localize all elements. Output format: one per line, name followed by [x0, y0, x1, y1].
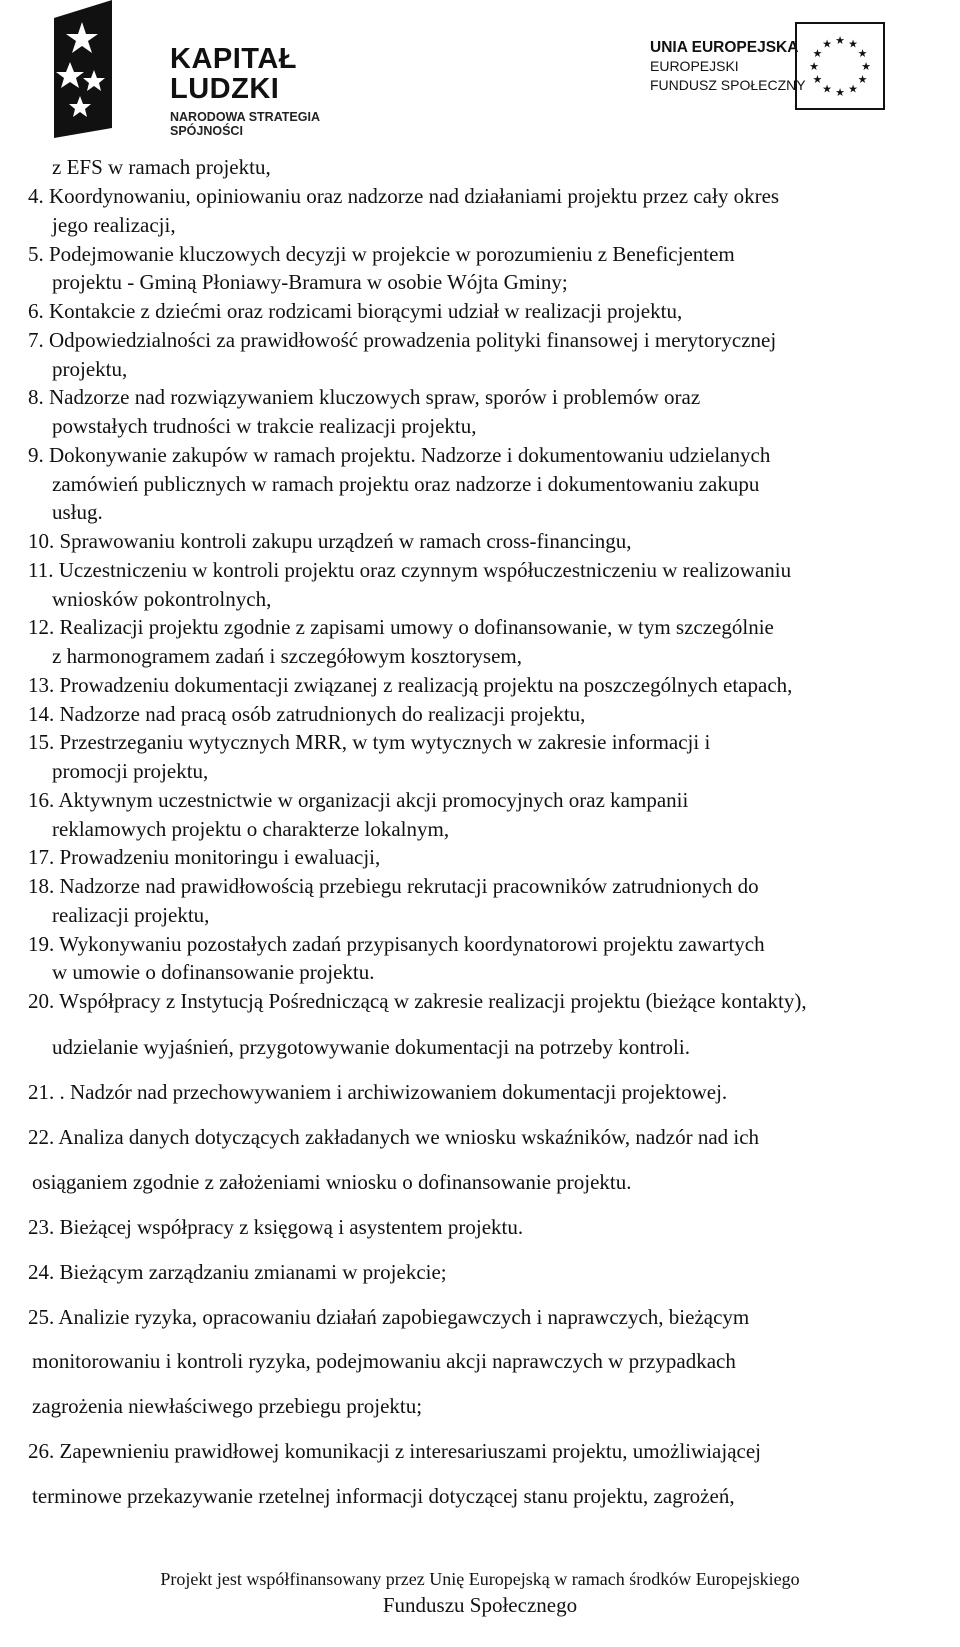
- eu-star-icon: ★: [848, 83, 858, 96]
- list-item-19: 19. Wykonywaniu pozostałych zadań przypisanych koordynatorowi projektu zawartych: [28, 932, 765, 956]
- list-item-23: 23. Bieżącej współpracy z księgową i asystentem projektu.: [28, 1215, 524, 1239]
- kapital-ludzki-subtitle: NARODOWA STRATEGIA SPÓJNOŚCI: [170, 110, 320, 138]
- list-item-15: 15. Przestrzeganiu wytycznych MRR, w tym wytycznych w zakresie informacji i: [28, 730, 711, 754]
- text-line: powstałych trudności w trakcie realizacji projektu,: [52, 414, 477, 438]
- list-item-10: 10. Sprawowaniu kontroli zakupu urządzeń w ramach cross-financingu,: [28, 529, 632, 553]
- eu-logo-line1: UNIA EUROPEJSKA: [650, 39, 799, 56]
- eu-star-icon: ★: [812, 48, 823, 60]
- list-item-13: 13. Prowadzeniu dokumentacji związanej z realizacją projektu na poszczególnych etapach,: [28, 673, 793, 697]
- text-line: wniosków pokontrolnych,: [52, 587, 272, 611]
- eu-star-icon: ★: [861, 61, 871, 73]
- eu-star-icon: ★: [835, 35, 845, 47]
- list-item-7: 7. Odpowiedzialności za prawidłowość prowadzenia polityki finansowej i merytorycznej: [28, 328, 777, 352]
- list-item-24: 24. Bieżącym zarządzaniu zmianami w projekcie;: [28, 1260, 447, 1284]
- list-item-4: 4. Koordynowaniu, opiniowaniu oraz nadzorze nad działaniami projektu przez cały okres: [28, 184, 780, 208]
- eu-flag-icon: [795, 22, 885, 110]
- list-item-9: 9. Dokonywanie zakupów w ramach projektu. Nadzorze i dokumentowaniu udzielanych: [28, 443, 771, 467]
- text-line: realizacji projektu,: [52, 903, 210, 927]
- footer-line1: Projekt jest współfinansowany przez Unię Europejską w ramach środków Europejskiego: [160, 1569, 800, 1589]
- kapital-ludzki-emblem-icon: [50, 0, 120, 140]
- text-line: usług.: [52, 500, 103, 524]
- eu-star-icon: ★: [835, 87, 845, 99]
- eu-star-icon: ★: [812, 74, 823, 86]
- list-item-25: 25. Analizie ryzyka, opracowaniu działań zapobiegawczych i naprawczych, bieżącym: [28, 1305, 750, 1329]
- eu-logo-line2: EUROPEJSKI: [650, 58, 739, 74]
- eu-star-icon: ★: [857, 48, 868, 60]
- eu-star-icon: ★: [857, 74, 868, 86]
- list-item-26: 26. Zapewnieniu prawidłowej komunikacji z interesariuszami projektu, umożliwiającej: [28, 1439, 762, 1463]
- list-item-22: 22. Analiza danych dotyczących zakładanych we wniosku wskaźników, nadzór nad ich: [28, 1125, 760, 1149]
- list-item-12: 12. Realizacji projektu zgodnie z zapisami umowy o dofinansowanie, w tym szczególnie: [28, 615, 774, 639]
- text-line: zagrożenia niewłaściwego przebiegu projektu;: [32, 1394, 423, 1418]
- list-item-14: 14. Nadzorze nad pracą osób zatrudnionych do realizacji projektu,: [28, 702, 586, 726]
- text-line: terminowe przekazywanie rzetelnej informacji dotyczącej stanu projektu, zagrożeń,: [32, 1484, 735, 1508]
- eu-star-icon: ★: [848, 38, 858, 51]
- eu-logo-line3: FUNDUSZ SPOŁECZNY: [650, 77, 806, 93]
- text-line: reklamowych projektu o charakterze lokalnym,: [52, 817, 450, 841]
- text-line: osiąganiem zgodnie z założeniami wniosku o dofinansowanie projektu.: [32, 1170, 632, 1194]
- list-item-8: 8. Nadzorze nad rozwiązywaniem kluczowych spraw, sporów i problemów oraz: [28, 385, 701, 409]
- list-item-5: 5. Podejmowanie kluczowych decyzji w projekcie w porozumieniu z Beneficjentem: [28, 242, 735, 266]
- text-line: projektu - Gminą Płoniawy-Bramura w osobie Wójta Gminy;: [52, 270, 568, 294]
- list-item-6: 6. Kontakcie z dziećmi oraz rodzicami biorącymi udział w realizacji projektu,: [28, 299, 683, 323]
- text-line: monitorowaniu i kontroli ryzyka, podejmowaniu akcji naprawczych w przypadkach: [32, 1349, 736, 1373]
- text-line: w umowie o dofinansowanie projektu.: [52, 960, 375, 984]
- list-item-18: 18. Nadzorze nad prawidłowością przebiegu rekrutacji pracowników zatrudnionych do: [28, 874, 759, 898]
- kapital-ludzki-logo: [50, 0, 380, 140]
- page-header: [0, 0, 960, 150]
- text-line: zamówień publicznych w ramach projektu oraz nadzorze i dokumentowaniu zakupu: [52, 472, 760, 496]
- kapital-ludzki-title: KAPITAŁ LUDZKI: [170, 43, 298, 105]
- text-line: projektu,: [52, 357, 128, 381]
- eu-star-icon: ★: [822, 83, 832, 96]
- list-item-20: 20. Współpracy z Instytucją Pośredniczącą w zakresie realizacji projektu (bieżące kontakty),: [28, 989, 807, 1013]
- list-item-21: 21. . Nadzór nad przechowywaniem i archiwizowaniem dokumentacji projektowej.: [28, 1080, 728, 1104]
- footer-line2: Funduszu Społecznego: [382, 1593, 578, 1617]
- eu-star-icon: ★: [822, 38, 832, 51]
- eu-star-icon: ★: [809, 61, 819, 73]
- text-line: z EFS w ramach projektu,: [52, 155, 271, 179]
- text-line: jego realizacji,: [52, 213, 176, 237]
- list-item-11: 11. Uczestniczeniu w kontroli projektu oraz czynnym współuczestniczeniu w realizowaniu: [28, 558, 792, 582]
- text-line: z harmonogramem zadań i szczegółowym kosztorysem,: [52, 644, 523, 668]
- text-line: promocji projektu,: [52, 759, 209, 783]
- list-item-16: 16. Aktywnym uczestnictwie w organizacji akcji promocyjnych oraz kampanii: [28, 788, 689, 812]
- eu-logo: [650, 22, 890, 114]
- list-item-17: 17. Prowadzeniu monitoringu i ewaluacji,: [28, 845, 381, 869]
- text-line: udzielanie wyjaśnień, przygotowywanie dokumentacji na potrzeby kontroli.: [52, 1035, 690, 1059]
